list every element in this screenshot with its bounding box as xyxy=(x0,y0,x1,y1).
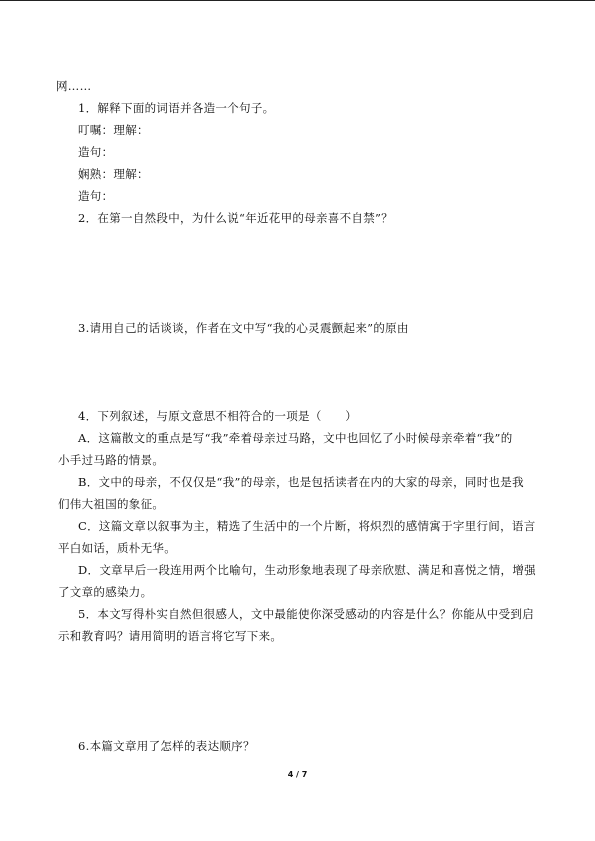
text-line: 示和教育吗？请用简明的语言将它写下来。 xyxy=(58,629,283,643)
text-line: 造句： xyxy=(78,145,114,159)
question-4: 4．下列叙述，与原文意思不相符合的一项是（ ） xyxy=(78,409,358,423)
question-5: 5．本文写得朴实自然但很感人，文中最能使你深受感动的内容是什么？你能从中受到启 xyxy=(78,607,535,621)
option-a: A．这篇散文的重点是写“我”牵着母亲过马路，文中也回忆了小时候母亲牵着“我”的 xyxy=(78,431,513,445)
question-2: 2．在第一自然段中，为什么说“年近花甲的母亲喜不自禁”？ xyxy=(78,211,393,225)
top-rule xyxy=(0,0,595,1)
text-line: 造句： xyxy=(78,189,114,203)
text-line: 娴熟：理解： xyxy=(78,167,149,181)
page-number: 4 / 7 xyxy=(287,770,308,779)
text-line: 叮嘱：理解： xyxy=(78,123,149,137)
text-line: 们伟大祖国的象征。 xyxy=(58,497,165,511)
question-3: 3.请用自己的话谈谈，作者在文中写“我的心灵震颤起来”的原由 xyxy=(78,321,409,335)
question-1: 1．解释下面的词语并各造一个句子。 xyxy=(78,101,275,115)
question-6: 6.本篇文章用了怎样的表达顺序？ xyxy=(78,739,255,753)
text-line: 网…… xyxy=(56,79,92,93)
option-b: B．文中的母亲，不仅仅是“我”的母亲，也是包括读者在内的大家的母亲，同时也是我 xyxy=(78,475,524,489)
option-d: D．文章早后一段连用两个比喻句，生动形象地表现了母亲欣慰、满足和喜悦之情，增强 xyxy=(78,563,536,577)
text-line: 了文章的感染力。 xyxy=(58,585,153,599)
text-line: 平白如话，质朴无华。 xyxy=(58,541,176,555)
option-c: C．这篇文章以叙事为主，精选了生活中的一个片断，将炽烈的感情寓于字里行间，语言 xyxy=(78,519,536,533)
text-line: 小手过马路的情景。 xyxy=(58,453,165,467)
